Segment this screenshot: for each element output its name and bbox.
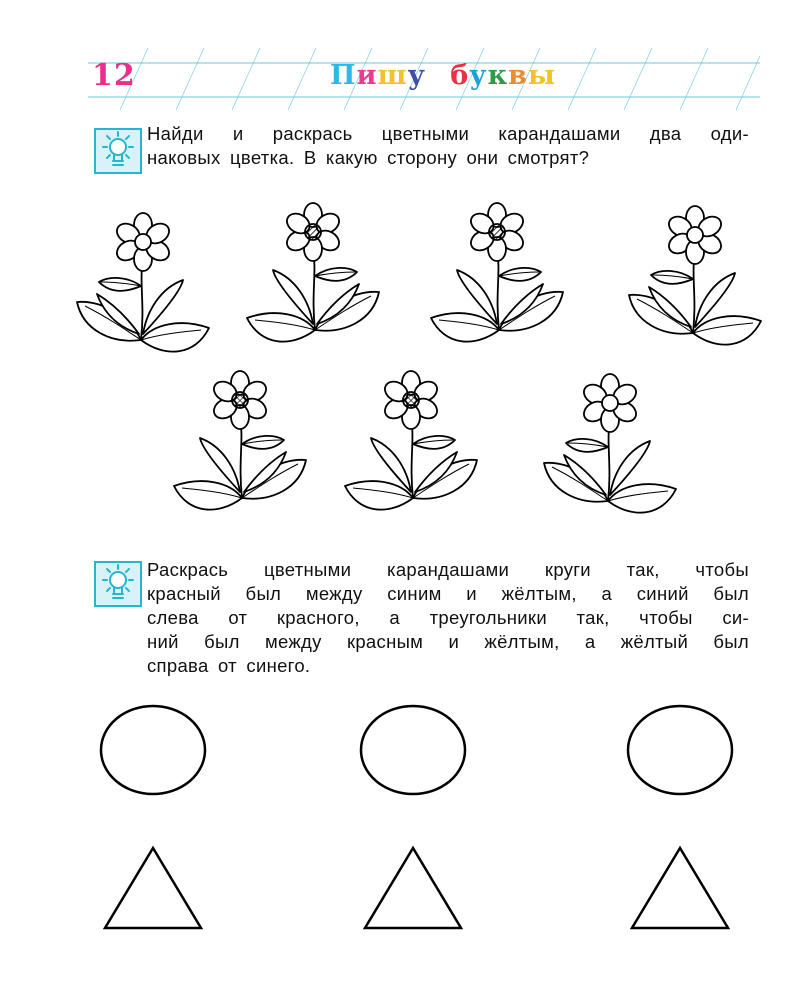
flower-center	[403, 392, 419, 408]
title-letter: ы	[527, 60, 556, 91]
title-letter: П	[330, 60, 357, 91]
triangle-3[interactable]	[632, 848, 728, 928]
task-line: слева от красного, а треугольники так, чтобы си-	[147, 607, 749, 628]
task-line: Найди и раскрась цветными карандашами два оди-	[147, 123, 749, 144]
flower-center	[489, 224, 505, 240]
circle-2[interactable]	[361, 706, 465, 794]
title-letter: в	[508, 60, 528, 91]
flower-center	[687, 227, 703, 243]
task-line: ний был между красным и жёлтым, а жёлтый был	[147, 631, 749, 652]
flower-1	[77, 213, 209, 352]
flower-center	[232, 392, 248, 408]
task-line: красный был между синим и жёлтым, а синий был	[147, 583, 749, 604]
flower-center	[135, 234, 151, 250]
flower-2	[247, 203, 379, 342]
flower-5	[174, 371, 306, 510]
triangle-2[interactable]	[365, 848, 461, 928]
circle-1[interactable]	[101, 706, 205, 794]
circle-3[interactable]	[628, 706, 732, 794]
title-letter: б	[450, 60, 470, 91]
task-line: Раскрась цветными карандашами круги так, чтобы	[147, 559, 749, 580]
flower-center	[305, 224, 321, 240]
flower-3	[431, 203, 563, 342]
title-letter: к	[487, 60, 509, 91]
flower-6	[345, 371, 477, 510]
task-line: справа от синего.	[147, 655, 311, 676]
task-line: наковых цветка. В какую сторону они смотрят?	[147, 147, 590, 168]
title-letter: у	[469, 60, 488, 91]
flower-center	[602, 395, 618, 411]
title-letter: и	[356, 60, 378, 91]
title-letter: у	[407, 60, 426, 91]
triangle-1[interactable]	[105, 848, 201, 928]
page-number: 12	[92, 58, 136, 93]
flower-4	[629, 206, 761, 345]
title-letter: ш	[377, 60, 408, 91]
flower-7	[544, 374, 676, 513]
